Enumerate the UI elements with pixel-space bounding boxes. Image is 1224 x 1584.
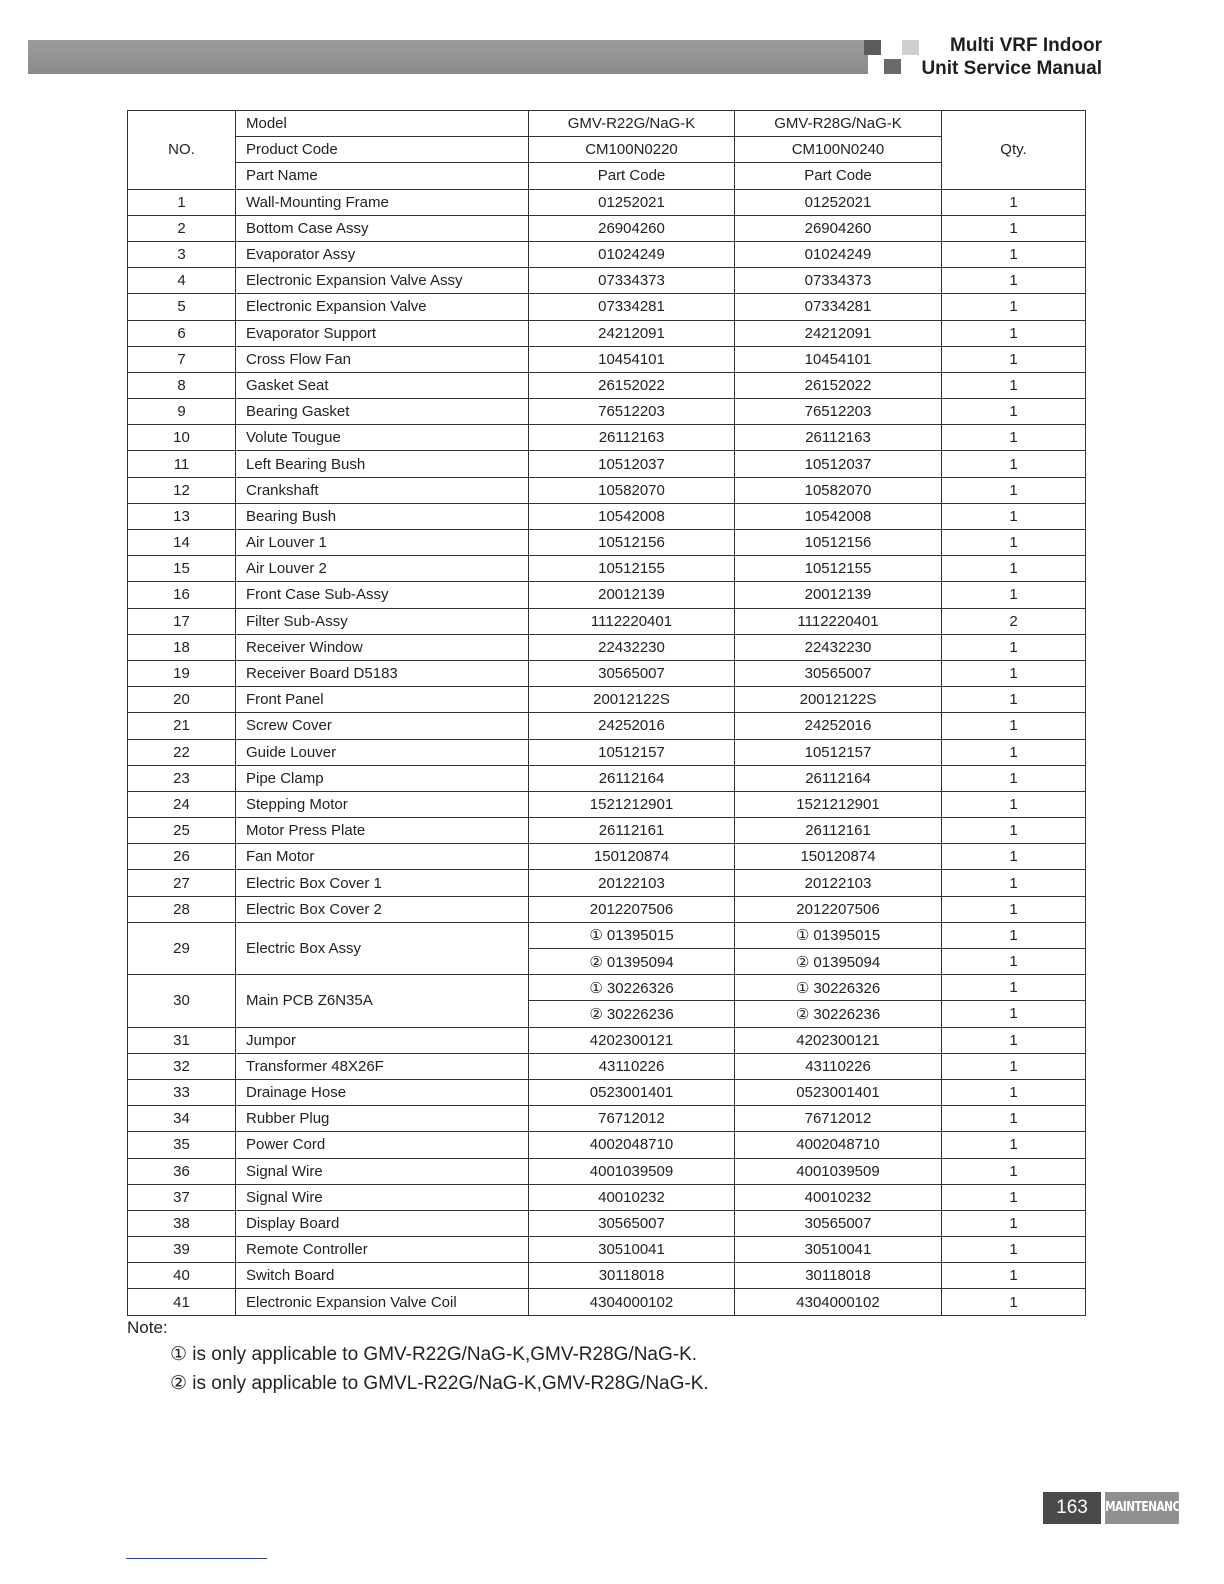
row-part-name: Bearing Gasket xyxy=(236,399,529,425)
row-qty: 1 xyxy=(942,530,1086,556)
row-part-code-a: 10512157 xyxy=(529,739,735,765)
row-part-name: Crankshaft xyxy=(236,477,529,503)
row-no: 18 xyxy=(128,634,236,660)
row-part-name: Evaporator Assy xyxy=(236,241,529,267)
row-no: 35 xyxy=(128,1132,236,1158)
row-part-code-a: 43110226 xyxy=(529,1053,735,1079)
row-part-code-b: 1521212901 xyxy=(735,791,942,817)
row-qty: 1 xyxy=(942,713,1086,739)
row-no: 34 xyxy=(128,1106,236,1132)
table-row xyxy=(128,844,1086,870)
row-no: 17 xyxy=(128,608,236,634)
row-part-code-b: 26112164 xyxy=(735,765,942,791)
row-part-code-b: 10512155 xyxy=(735,556,942,582)
row-part-code-b: 20012139 xyxy=(735,582,942,608)
row-part-code-a: 4001039509 xyxy=(529,1158,735,1184)
row-qty: 1 xyxy=(942,922,1086,948)
table-row xyxy=(128,1184,1086,1210)
row-no: 4 xyxy=(128,268,236,294)
table-row xyxy=(128,1027,1086,1053)
row-qty: 1 xyxy=(942,870,1086,896)
row-part-code-b: 40010232 xyxy=(735,1184,942,1210)
row-part-code-b: 0523001401 xyxy=(735,1079,942,1105)
row-no: 33 xyxy=(128,1079,236,1105)
row-no: 40 xyxy=(128,1263,236,1289)
row-part-name: Volute Tougue xyxy=(236,425,529,451)
table-row xyxy=(128,687,1086,713)
row-part-code-a: 10512156 xyxy=(529,530,735,556)
row-no: 9 xyxy=(128,399,236,425)
row-part-code-b: 4001039509 xyxy=(735,1158,942,1184)
row-part-code-b: 10454101 xyxy=(735,346,942,372)
row-part-code-a: 30565007 xyxy=(529,660,735,686)
row-part-name: Display Board xyxy=(236,1210,529,1236)
row-part-code-b: ① 30226326 xyxy=(735,975,942,1001)
row-part-name: Jumpor xyxy=(236,1027,529,1053)
table-row xyxy=(128,608,1086,634)
row-qty: 1 xyxy=(942,1184,1086,1210)
row-part-code-a: ① 30226326 xyxy=(529,975,735,1001)
row-qty: 1 xyxy=(942,556,1086,582)
table-row xyxy=(128,215,1086,241)
table-row xyxy=(128,1289,1086,1315)
table-row xyxy=(128,975,1086,1001)
row-qty: 1 xyxy=(942,189,1086,215)
row-no: 3 xyxy=(128,241,236,267)
table-row xyxy=(128,922,1086,948)
row-part-code-a: 30118018 xyxy=(529,1263,735,1289)
header-part-name-label: Part Name xyxy=(236,163,529,189)
row-part-code-b: 2012207506 xyxy=(735,896,942,922)
row-part-code-b: 76712012 xyxy=(735,1106,942,1132)
row-part-code-a: 01252021 xyxy=(529,189,735,215)
row-part-code-b: 150120874 xyxy=(735,844,942,870)
table-row xyxy=(128,320,1086,346)
row-no: 8 xyxy=(128,372,236,398)
row-part-name: Receiver Window xyxy=(236,634,529,660)
parts-table-body xyxy=(128,111,1086,1316)
row-part-name: Motor Press Plate xyxy=(236,818,529,844)
row-qty: 2 xyxy=(942,608,1086,634)
row-no: 36 xyxy=(128,1158,236,1184)
header-square-mid xyxy=(884,59,901,74)
table-row xyxy=(128,818,1086,844)
row-part-code-a: 26112163 xyxy=(529,425,735,451)
table-row xyxy=(128,1237,1086,1263)
row-qty: 1 xyxy=(942,1263,1086,1289)
header-qty: Qty. xyxy=(942,111,1086,190)
row-no: 38 xyxy=(128,1210,236,1236)
row-part-name: Filter Sub-Assy xyxy=(236,608,529,634)
header-part-code-a: Part Code xyxy=(529,163,735,189)
table-row xyxy=(128,1210,1086,1236)
row-no: 30 xyxy=(128,975,236,1027)
row-part-name: Electric Box Cover 2 xyxy=(236,896,529,922)
table-row xyxy=(128,530,1086,556)
row-part-code-a: 2012207506 xyxy=(529,896,735,922)
row-no: 10 xyxy=(128,425,236,451)
row-part-name: Electronic Expansion Valve Assy xyxy=(236,268,529,294)
row-part-name: Transformer 48X26F xyxy=(236,1053,529,1079)
row-part-name: Remote Controller xyxy=(236,1237,529,1263)
row-part-name: Stepping Motor xyxy=(236,791,529,817)
row-no: 19 xyxy=(128,660,236,686)
row-no: 11 xyxy=(128,451,236,477)
row-qty: 1 xyxy=(942,425,1086,451)
row-part-name: Electronic Expansion Valve xyxy=(236,294,529,320)
row-no: 16 xyxy=(128,582,236,608)
table-row xyxy=(128,713,1086,739)
row-part-name: Front Panel xyxy=(236,687,529,713)
table-row xyxy=(128,1158,1086,1184)
row-no: 2 xyxy=(128,215,236,241)
row-part-code-a: 4002048710 xyxy=(529,1132,735,1158)
row-part-code-a: 10542008 xyxy=(529,503,735,529)
row-qty: 1 xyxy=(942,1289,1086,1315)
table-row xyxy=(128,1263,1086,1289)
row-part-code-b: 22432230 xyxy=(735,634,942,660)
row-part-name: Evaporator Support xyxy=(236,320,529,346)
row-part-code-a: 07334281 xyxy=(529,294,735,320)
row-no: 7 xyxy=(128,346,236,372)
row-qty: 1 xyxy=(942,294,1086,320)
row-part-code-b: 4202300121 xyxy=(735,1027,942,1053)
header-product-code-label: Product Code xyxy=(236,137,529,163)
header-part-code-b: Part Code xyxy=(735,163,942,189)
row-part-name: Electric Box Cover 1 xyxy=(236,870,529,896)
table-row xyxy=(128,1132,1086,1158)
row-part-name: Wall-Mounting Frame xyxy=(236,189,529,215)
row-no: 31 xyxy=(128,1027,236,1053)
row-part-name: Gasket Seat xyxy=(236,372,529,398)
row-qty: 1 xyxy=(942,215,1086,241)
table-row xyxy=(128,791,1086,817)
row-qty: 1 xyxy=(942,634,1086,660)
row-qty: 1 xyxy=(942,346,1086,372)
table-row xyxy=(128,189,1086,215)
row-qty: 1 xyxy=(942,896,1086,922)
row-part-name: Bearing Bush xyxy=(236,503,529,529)
row-part-code-b: 10512037 xyxy=(735,451,942,477)
table-row xyxy=(128,582,1086,608)
row-part-code-a: 10454101 xyxy=(529,346,735,372)
row-qty: 1 xyxy=(942,503,1086,529)
row-no: 21 xyxy=(128,713,236,739)
row-part-code-a: 24212091 xyxy=(529,320,735,346)
row-part-code-a: 26904260 xyxy=(529,215,735,241)
header-square-dark xyxy=(864,40,881,55)
row-part-code-b: ① 01395015 xyxy=(735,922,942,948)
table-row xyxy=(128,660,1086,686)
row-part-code-b: 24212091 xyxy=(735,320,942,346)
row-qty: 1 xyxy=(942,765,1086,791)
row-no: 22 xyxy=(128,739,236,765)
row-part-code-b: 01252021 xyxy=(735,189,942,215)
header-model-a: GMV-R22G/NaG-K xyxy=(529,111,735,137)
row-no: 14 xyxy=(128,530,236,556)
row-qty: 1 xyxy=(942,1079,1086,1105)
row-part-code-a: 76712012 xyxy=(529,1106,735,1132)
table-row xyxy=(128,896,1086,922)
header-no: NO. xyxy=(128,111,236,190)
row-part-code-b: 30565007 xyxy=(735,660,942,686)
header-bar xyxy=(28,40,868,74)
row-part-code-b: ② 30226236 xyxy=(735,1001,942,1027)
row-part-code-a: 10512037 xyxy=(529,451,735,477)
table-row xyxy=(128,634,1086,660)
row-part-code-a: 4202300121 xyxy=(529,1027,735,1053)
row-part-name: Electric Box Assy xyxy=(236,922,529,974)
row-qty: 1 xyxy=(942,975,1086,1001)
row-qty: 1 xyxy=(942,1158,1086,1184)
manual-title-line2: Unit Service Manual xyxy=(921,58,1102,79)
row-part-name: Power Cord xyxy=(236,1132,529,1158)
row-qty: 1 xyxy=(942,791,1086,817)
row-no: 39 xyxy=(128,1237,236,1263)
header-code-a: CM100N0220 xyxy=(529,137,735,163)
row-part-name: Drainage Hose xyxy=(236,1079,529,1105)
row-part-code-a: 76512203 xyxy=(529,399,735,425)
row-qty: 1 xyxy=(942,1027,1086,1053)
row-qty: 1 xyxy=(942,687,1086,713)
row-no: 25 xyxy=(128,818,236,844)
row-part-code-b: 1112220401 xyxy=(735,608,942,634)
row-no: 26 xyxy=(128,844,236,870)
row-part-name: Receiver Board D5183 xyxy=(236,660,529,686)
row-part-code-a: 150120874 xyxy=(529,844,735,870)
row-no: 5 xyxy=(128,294,236,320)
row-part-code-a: 40010232 xyxy=(529,1184,735,1210)
table-row xyxy=(128,241,1086,267)
row-part-code-a: 4304000102 xyxy=(529,1289,735,1315)
row-part-name: Air Louver 2 xyxy=(236,556,529,582)
row-part-code-a: 20012122S xyxy=(529,687,735,713)
row-part-code-a: 24252016 xyxy=(529,713,735,739)
row-no: 13 xyxy=(128,503,236,529)
row-part-code-b: 26112163 xyxy=(735,425,942,451)
table-row xyxy=(128,870,1086,896)
row-part-code-b: 30565007 xyxy=(735,1210,942,1236)
header-square-light xyxy=(902,40,919,55)
row-no: 23 xyxy=(128,765,236,791)
row-part-code-a: 22432230 xyxy=(529,634,735,660)
row-no: 41 xyxy=(128,1289,236,1315)
row-part-name: Air Louver 1 xyxy=(236,530,529,556)
row-qty: 1 xyxy=(942,1132,1086,1158)
row-part-code-b: 4304000102 xyxy=(735,1289,942,1315)
table-row xyxy=(128,294,1086,320)
row-part-code-b: 76512203 xyxy=(735,399,942,425)
row-qty: 1 xyxy=(942,818,1086,844)
table-row xyxy=(128,425,1086,451)
row-part-code-b: 10512156 xyxy=(735,530,942,556)
table-row xyxy=(128,556,1086,582)
row-qty: 1 xyxy=(942,1106,1086,1132)
page-number: 163 xyxy=(1043,1492,1101,1524)
table-row xyxy=(128,268,1086,294)
table-row xyxy=(128,739,1086,765)
row-part-code-a: 30510041 xyxy=(529,1237,735,1263)
row-part-code-a: 10512155 xyxy=(529,556,735,582)
row-qty: 1 xyxy=(942,241,1086,267)
row-qty: 1 xyxy=(942,582,1086,608)
row-part-code-b: 10512157 xyxy=(735,739,942,765)
row-part-code-a: 20122103 xyxy=(529,870,735,896)
row-qty: 1 xyxy=(942,949,1086,975)
row-qty: 1 xyxy=(942,1210,1086,1236)
header-model-label: Model xyxy=(236,111,529,137)
manual-title xyxy=(921,34,1102,80)
row-part-code-b: 20012122S xyxy=(735,687,942,713)
row-qty: 1 xyxy=(942,739,1086,765)
row-part-code-a: 0523001401 xyxy=(529,1079,735,1105)
table-row xyxy=(128,503,1086,529)
row-part-code-b: 24252016 xyxy=(735,713,942,739)
row-part-name: Left Bearing Bush xyxy=(236,451,529,477)
row-part-code-a: ① 01395015 xyxy=(529,922,735,948)
row-part-name: Fan Motor xyxy=(236,844,529,870)
note-line-2: ② is only applicable to GMVL-R22G/NaG-K,GMV-R28G/NaG-K. xyxy=(170,1373,709,1394)
row-part-name: Electronic Expansion Valve Coil xyxy=(236,1289,529,1315)
row-part-code-b: 10582070 xyxy=(735,477,942,503)
row-no: 15 xyxy=(128,556,236,582)
header-model-b: GMV-R28G/NaG-K xyxy=(735,111,942,137)
table-row xyxy=(128,477,1086,503)
row-part-name: Front Case Sub-Assy xyxy=(236,582,529,608)
row-part-name: Pipe Clamp xyxy=(236,765,529,791)
row-part-name: Guide Louver xyxy=(236,739,529,765)
row-part-code-a: 26152022 xyxy=(529,372,735,398)
table-row xyxy=(128,765,1086,791)
row-part-code-b: 10542008 xyxy=(735,503,942,529)
row-part-code-b: 26152022 xyxy=(735,372,942,398)
footer-rule xyxy=(126,1558,267,1559)
row-part-code-b: 30510041 xyxy=(735,1237,942,1263)
row-part-code-a: 1521212901 xyxy=(529,791,735,817)
row-part-code-b: 30118018 xyxy=(735,1263,942,1289)
row-no: 12 xyxy=(128,477,236,503)
row-no: 29 xyxy=(128,922,236,974)
page-badge xyxy=(1043,1492,1187,1524)
note-line-1: ① is only applicable to GMV-R22G/NaG-K,GMV-R28G/NaG-K. xyxy=(170,1344,698,1365)
row-part-name: Signal Wire xyxy=(236,1184,529,1210)
header-code-b: CM100N0240 xyxy=(735,137,942,163)
row-no: 28 xyxy=(128,896,236,922)
row-qty: 1 xyxy=(942,477,1086,503)
row-part-code-b: 43110226 xyxy=(735,1053,942,1079)
row-part-code-a: ② 30226236 xyxy=(529,1001,735,1027)
row-part-code-a: 1112220401 xyxy=(529,608,735,634)
row-part-code-a: ② 01395094 xyxy=(529,949,735,975)
table-row xyxy=(128,451,1086,477)
table-row xyxy=(128,1106,1086,1132)
table-row xyxy=(128,346,1086,372)
row-part-code-a: 20012139 xyxy=(529,582,735,608)
row-part-code-b: ② 01395094 xyxy=(735,949,942,975)
table-row xyxy=(128,1053,1086,1079)
row-part-code-a: 10582070 xyxy=(529,477,735,503)
row-qty: 1 xyxy=(942,1001,1086,1027)
row-no: 20 xyxy=(128,687,236,713)
row-part-code-b: 26112161 xyxy=(735,818,942,844)
row-part-code-b: 01024249 xyxy=(735,241,942,267)
note-label: Note: xyxy=(127,1318,168,1337)
row-no: 27 xyxy=(128,870,236,896)
row-no: 32 xyxy=(128,1053,236,1079)
row-no: 6 xyxy=(128,320,236,346)
row-qty: 1 xyxy=(942,372,1086,398)
row-qty: 1 xyxy=(942,1053,1086,1079)
row-qty: 1 xyxy=(942,451,1086,477)
row-qty: 1 xyxy=(942,399,1086,425)
row-qty: 1 xyxy=(942,660,1086,686)
row-qty: 1 xyxy=(942,1237,1086,1263)
row-qty: 1 xyxy=(942,320,1086,346)
section-label: MAINTENANCE xyxy=(1105,1492,1179,1524)
row-part-name: Signal Wire xyxy=(236,1158,529,1184)
row-part-name: Main PCB Z6N35A xyxy=(236,975,529,1027)
row-part-name: Screw Cover xyxy=(236,713,529,739)
row-part-name: Switch Board xyxy=(236,1263,529,1289)
row-part-name: Rubber Plug xyxy=(236,1106,529,1132)
row-part-name: Bottom Case Assy xyxy=(236,215,529,241)
row-part-code-a: 26112161 xyxy=(529,818,735,844)
row-no: 1 xyxy=(128,189,236,215)
row-part-code-b: 26904260 xyxy=(735,215,942,241)
table-row xyxy=(128,399,1086,425)
row-qty: 1 xyxy=(942,268,1086,294)
row-part-code-a: 30565007 xyxy=(529,1210,735,1236)
row-part-code-a: 01024249 xyxy=(529,241,735,267)
row-part-code-a: 26112164 xyxy=(529,765,735,791)
row-part-code-b: 4002048710 xyxy=(735,1132,942,1158)
row-part-name: Cross Flow Fan xyxy=(236,346,529,372)
row-no: 37 xyxy=(128,1184,236,1210)
row-part-code-b: 07334281 xyxy=(735,294,942,320)
row-no: 24 xyxy=(128,791,236,817)
row-part-code-b: 07334373 xyxy=(735,268,942,294)
table-row xyxy=(128,372,1086,398)
parts-table xyxy=(127,110,1086,1316)
row-qty: 1 xyxy=(942,844,1086,870)
table-row xyxy=(128,1079,1086,1105)
header-row-model xyxy=(128,111,1086,137)
row-part-code-a: 07334373 xyxy=(529,268,735,294)
row-part-code-b: 20122103 xyxy=(735,870,942,896)
manual-title-line1: Multi VRF Indoor xyxy=(950,35,1102,56)
